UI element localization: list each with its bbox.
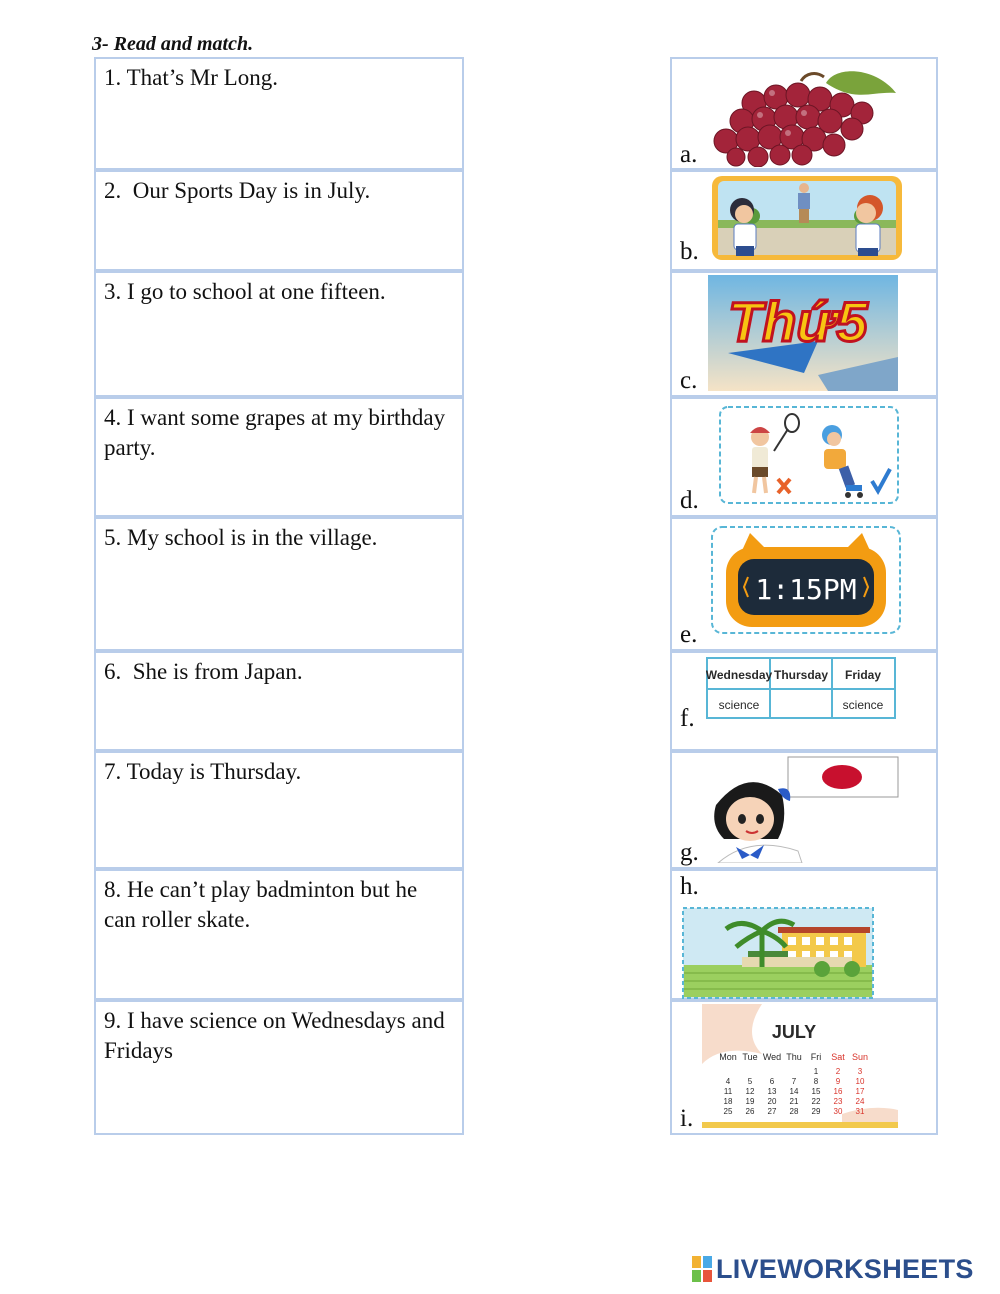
timetable-cell: science <box>718 698 760 712</box>
calendar-date: 14 <box>789 1087 799 1096</box>
timetable-header: Thursday <box>773 668 829 682</box>
calendar-day-header: Fri <box>810 1052 822 1062</box>
picture-letter: c. <box>680 367 698 394</box>
calendar-date: 11 <box>723 1087 733 1096</box>
sentence-text: 8. He can’t play badminton but he can roller skate. <box>104 877 418 932</box>
timetable-header: Wednesday <box>706 668 773 682</box>
sentence-cell-4[interactable] <box>94 397 464 517</box>
picture-cell-c[interactable] <box>670 271 938 397</box>
sentence-cell-1[interactable] <box>94 57 464 170</box>
calendar-day-header: Sat <box>831 1052 845 1062</box>
calendar-day-header: Tue <box>742 1052 758 1062</box>
timetable-cell: science <box>842 698 884 712</box>
picture-cell-i[interactable] <box>670 1000 938 1135</box>
picture-cell-g[interactable] <box>670 751 938 869</box>
grapes-icon <box>706 63 902 167</box>
july-calendar-icon <box>702 1004 898 1130</box>
sentence-text: 4. I want some grapes at my birthday party. <box>104 405 446 460</box>
sentence-cell-6[interactable] <box>94 651 464 751</box>
calendar-date: 6 <box>769 1077 775 1086</box>
sentence-cell-3[interactable] <box>94 271 464 397</box>
calendar-date: 27 <box>767 1107 777 1116</box>
picture-letter: f. <box>680 705 695 732</box>
picture-letter: h. <box>680 873 699 900</box>
village-school-icon <box>682 907 876 1001</box>
calendar-date: 16 <box>833 1087 843 1096</box>
alarm-clock-icon <box>710 525 902 635</box>
students-talking-icon <box>712 176 902 260</box>
calendar-date: 2 <box>835 1067 841 1076</box>
japanese-girl-flag-icon <box>708 755 902 863</box>
calendar-date: 17 <box>855 1087 865 1096</box>
picture-cell-f[interactable] <box>670 651 938 751</box>
calendar-date: 25 <box>723 1107 733 1116</box>
calendar-date: 1 <box>813 1067 819 1076</box>
calendar-date: 12 <box>745 1087 755 1096</box>
brand-name: LIVEWORKSHEETS <box>716 1253 974 1284</box>
sentence-text: 9. I have science on Wednesdays and Fridays <box>104 1008 445 1063</box>
liveworksheets-logo[interactable] <box>692 1252 974 1286</box>
sentence-text: 7. Today is Thursday. <box>104 759 302 784</box>
exercise-heading: 3- Read and match. <box>92 33 254 55</box>
picture-cell-d[interactable] <box>670 397 938 517</box>
sentence-cell-8[interactable] <box>94 869 464 1000</box>
picture-cell-e[interactable] <box>670 517 938 651</box>
picture-letter: g. <box>680 839 699 866</box>
svg-text:Thứ5: Thứ5 <box>728 290 868 353</box>
calendar-date: 8 <box>813 1077 819 1086</box>
sentence-cell-5[interactable] <box>94 517 464 651</box>
calendar-date: 26 <box>745 1107 755 1116</box>
calendar-month: JULY <box>771 1022 817 1042</box>
calendar-date: 10 <box>855 1077 865 1086</box>
calendar-date: 28 <box>789 1107 799 1116</box>
thu5-poster-icon <box>708 275 898 391</box>
calendar-date: 22 <box>811 1097 821 1106</box>
sentence-text: 5. My school is in the village. <box>104 525 378 550</box>
timetable-icon <box>706 657 902 723</box>
logo-blocks-icon <box>692 1256 712 1282</box>
picture-letter: d. <box>680 487 699 514</box>
calendar-day-header: Mon <box>719 1052 737 1062</box>
picture-cell-a[interactable] <box>670 57 938 170</box>
picture-cell-b[interactable] <box>670 170 938 271</box>
picture-letter: i. <box>680 1105 694 1132</box>
calendar-date: 19 <box>745 1097 755 1106</box>
calendar-day-header: Thu <box>786 1052 802 1062</box>
picture-letter: b. <box>680 238 699 265</box>
sentence-cell-9[interactable] <box>94 1000 464 1135</box>
badminton-rollerskate-icon <box>718 405 900 505</box>
calendar-date: 3 <box>857 1067 863 1076</box>
calendar-date: 7 <box>791 1077 797 1086</box>
calendar-date: 29 <box>811 1107 821 1116</box>
sentence-text: 3. I go to school at one fifteen. <box>104 279 386 304</box>
sentence-text: 2. Our Sports Day is in July. <box>104 178 371 203</box>
calendar-date: 30 <box>833 1107 843 1116</box>
calendar-date: 13 <box>767 1087 777 1096</box>
sentence-text: 1. That’s Mr Long. <box>104 65 278 90</box>
calendar-date: 31 <box>855 1107 865 1116</box>
sentence-cell-7[interactable] <box>94 751 464 869</box>
calendar-date: 21 <box>789 1097 799 1106</box>
calendar-date: 18 <box>723 1097 733 1106</box>
clock-display-text: 1:15PM <box>755 573 857 606</box>
sentence-cell-2[interactable] <box>94 170 464 271</box>
calendar-date: 4 <box>725 1077 731 1086</box>
picture-cell-h[interactable] <box>670 869 938 1000</box>
calendar-day-header: Wed <box>762 1052 782 1062</box>
calendar-date: 9 <box>835 1077 841 1086</box>
calendar-date: 20 <box>767 1097 777 1106</box>
timetable-header: Friday <box>844 668 882 682</box>
picture-letter: e. <box>680 621 698 648</box>
sentence-text: 6. She is from Japan. <box>104 659 303 684</box>
picture-letter: a. <box>680 141 698 168</box>
calendar-date: 23 <box>833 1097 843 1106</box>
calendar-date: 5 <box>747 1077 753 1086</box>
calendar-day-header: Sun <box>851 1052 869 1062</box>
calendar-date: 15 <box>811 1087 821 1096</box>
calendar-date: 24 <box>855 1097 865 1106</box>
